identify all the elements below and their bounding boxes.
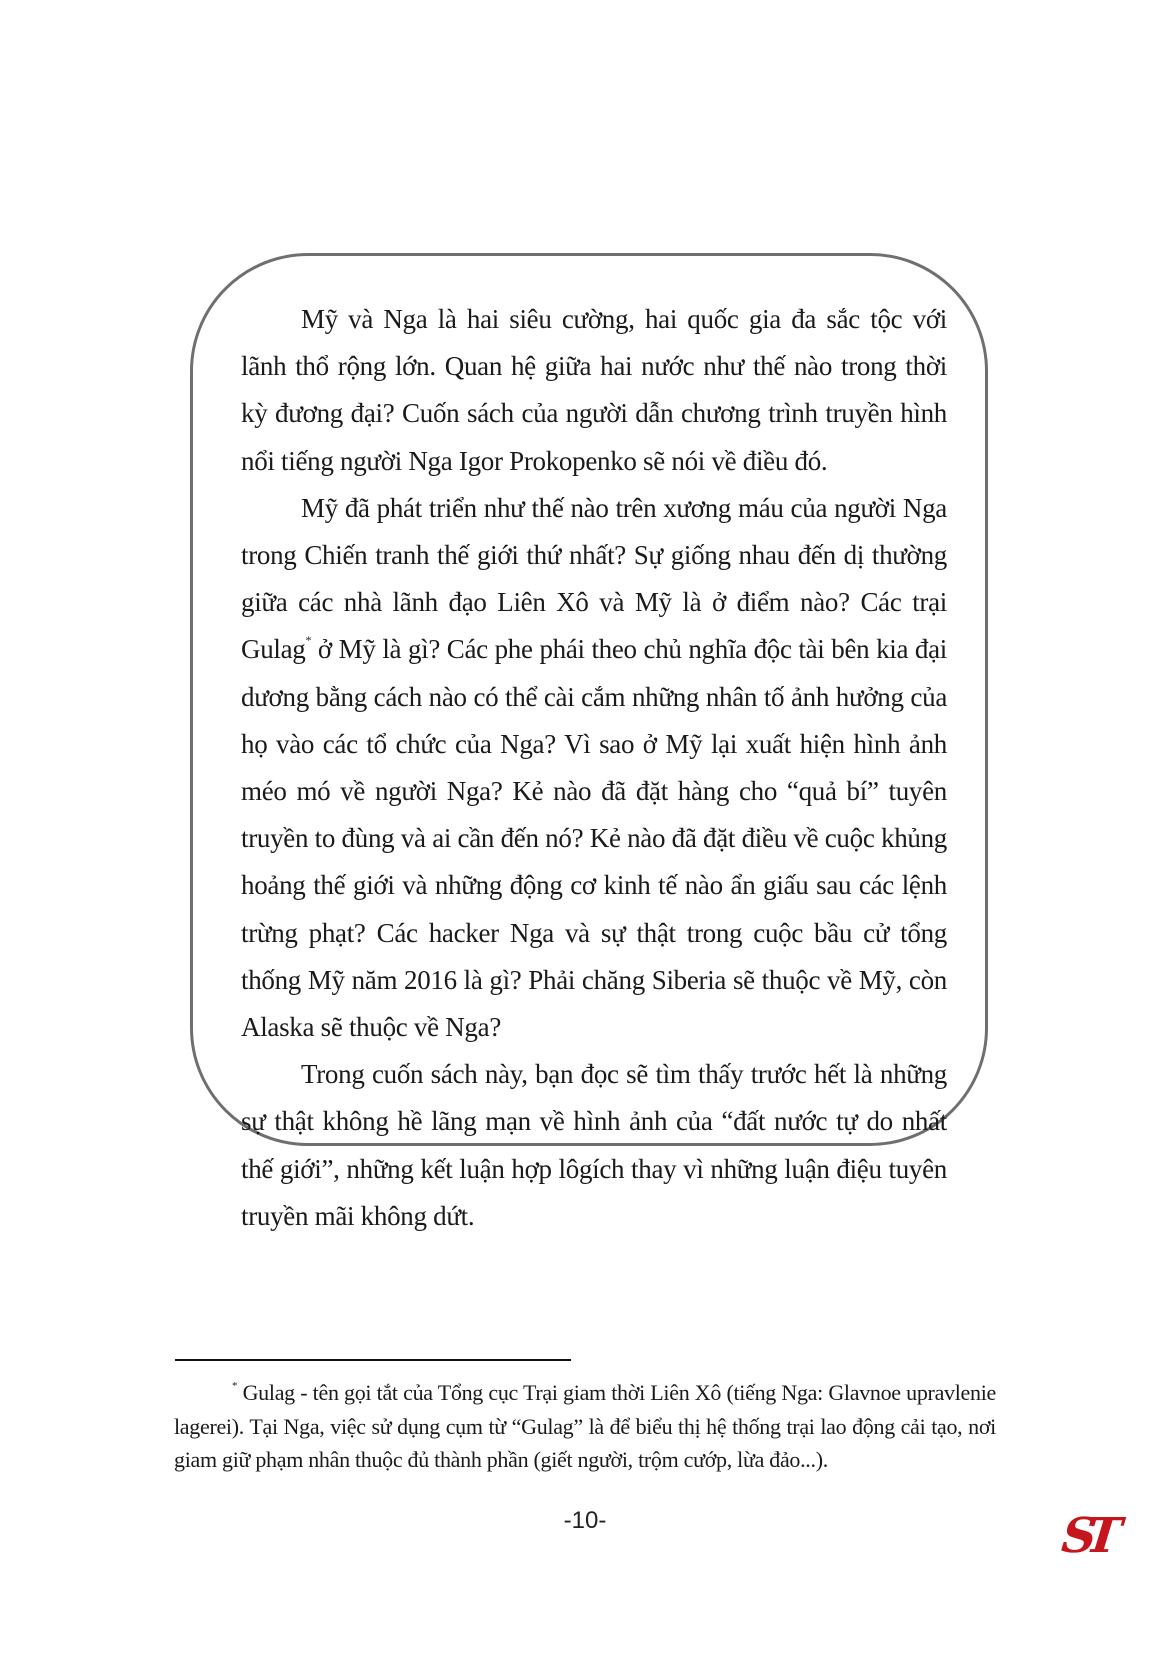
footnote-mark: * bbox=[232, 1380, 238, 1392]
page-number: -10- bbox=[563, 1507, 607, 1534]
footnote-separator bbox=[175, 1359, 571, 1361]
summary-paragraph-3: Trong cuốn sách này, bạn đọc sẽ tìm thấy trước hết là những sự thật không hề lãng mạn về hình ảnh của “đất nước tự do nhất thế giới”, những kết luận hợp lôgích thay vì những luận điệu tuyên truyền mãi không dứt. bbox=[241, 1059, 947, 1231]
paragraph-2-text-start: Mỹ đã phát triển như thế nào trên xương máu của người Nga trong Chiến tranh thế giới thứ nhất? Sự giống nhau đến dị thường giữa các nhà lãnh đạo Liên Xô và Mỹ là ở điểm nào? Các trại Gulag bbox=[241, 492, 947, 665]
summary-paragraph-1: Mỹ và Nga là hai siêu cường, hai quốc gia đa sắc tộc với lãnh thổ rộng lớn. Quan hệ giữa hai nước như thế nào trong thời kỳ đương đại? Cuốn sách của người dẫn chương trình truyền hình nổi tiếng người Nga Igor Prokopenko sẽ nói về điều đó. bbox=[241, 304, 947, 476]
footnote-reference-mark[interactable]: * bbox=[305, 633, 312, 648]
summary-box bbox=[190, 253, 988, 1231]
summary-paragraph-2 bbox=[241, 485, 947, 1051]
footnote-text: Gulag - tên gọi tắt của Tổng cục Trại giam thời Liên Xô (tiếng Nga: Glavnoe upravlenie lagerei). Tại Nga, việc sử dụng cụm từ “Gulag” là để biểu thị hệ thống trại lao động cải tạo, nơi giam giữ phạm nhân thuộc đủ thành phần (giết người, trộm cướp, lừa đảo...). bbox=[174, 1380, 996, 1472]
footnote bbox=[174, 1376, 996, 1477]
paragraph-2-text-end: ở Mỹ là gì? Các phe phái theo chủ nghĩa độc tài bên kia đại dương bằng cách nào có thể cài cắm những nhân tố ảnh hưởng của họ vào các tổ chức của Nga? Vì sao ở Mỹ lại xuất hiện hình ảnh méo mó về người Nga? Kẻ nào đã đặt hàng cho “quả bí” tuyên truyền to đùng và ai cần đến nó? Kẻ nào đã đặt điều về cuộc khủng hoảng thế giới và những động cơ kinh tế nào ẩn giấu sau các lệnh trừng phạt? Các hacker Nga và sự thật trong cuộc bầu cử tổng thống Mỹ năm 2016 là gì? Phải chăng Siberia sẽ thuộc về Mỹ, còn Alaska sẽ thuộc về Nga? bbox=[241, 634, 947, 1043]
publisher-logo: ST bbox=[1059, 1508, 1114, 1564]
